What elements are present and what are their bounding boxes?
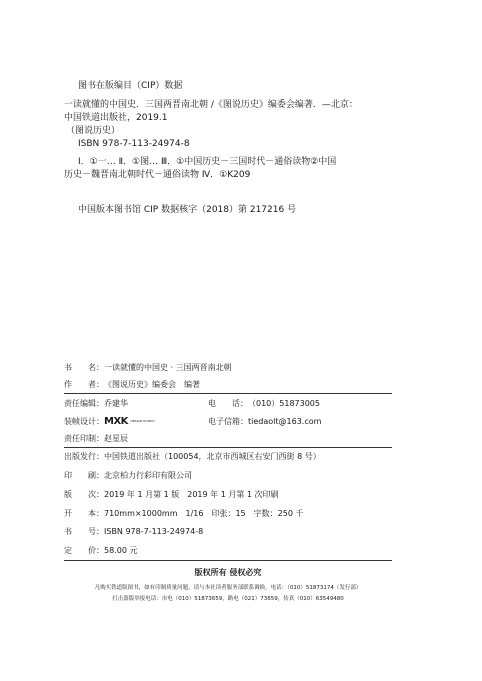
divider-2 — [64, 447, 392, 448]
publisher-row — [64, 451, 321, 462]
edition-value: 2019 年 1 月第 1 版 2019 年 1 月第 1 次印刷 — [104, 490, 279, 499]
format-value: 710mm×1000mm 1/16 印张：15 字数：250 千 — [104, 509, 304, 518]
author-row — [64, 379, 200, 390]
printer-row — [64, 470, 192, 481]
isbn-label: 书 号： — [64, 527, 104, 536]
cip-subject-2: 历史－魏晋南北朝时代－通俗读物 Ⅳ．①K209 — [64, 170, 251, 180]
cip-isbn: ISBN 978-7-113-24974-8 — [78, 139, 190, 149]
cip-subject-1: Ⅰ．①一… Ⅱ．①图… Ⅲ．①中国历史－三国时代－通俗读物②中国 — [78, 157, 337, 167]
publisher-label: 出版发行： — [64, 452, 104, 461]
notice-line-2: 打击盗版举报电话：市电（010）51873659，路电（021）73659，传真（010）63549480 — [112, 596, 344, 602]
editor-value: 乔建华 — [104, 399, 128, 408]
divider-1 — [64, 393, 392, 394]
email-label: 电子信箱： — [208, 417, 248, 426]
print-editor-label: 责任印制： — [64, 434, 104, 443]
phone-value: （010）51873005 — [248, 399, 320, 408]
cip-line-3: （图说历史） — [66, 126, 121, 136]
phone-row — [208, 398, 320, 409]
price-value: 58.00 元 — [104, 546, 138, 555]
design-label: 装帧设计： — [64, 417, 104, 426]
email-row — [208, 416, 321, 427]
cip-core-number: 中国版本图书馆 CIP 数据核字（2018）第 217216 号 — [78, 205, 297, 215]
cip-heading: 图书在版编目（CIP）数据 — [78, 81, 183, 91]
price-row — [64, 545, 137, 556]
author-value: 《图说历史》编委会 编著 — [104, 380, 200, 389]
edition-row — [64, 489, 279, 500]
format-label: 开 本： — [64, 509, 104, 518]
price-label: 定 价： — [64, 546, 104, 555]
design-studio-text: DESIGN STUDIO — [130, 419, 155, 423]
printer-label: 印 刷： — [64, 471, 104, 480]
email-value: tiedaolt@163.com — [248, 417, 322, 426]
cip-line-1: 一读就懂的中国史．三国两晋南北朝 /《图说历史》编委会编著．—北京： — [64, 100, 358, 110]
mxk-logo: MXK — [104, 416, 128, 427]
edition-label: 版 次： — [64, 490, 104, 499]
cip-line-2: 中国铁道出版社，2019.1 — [64, 113, 168, 123]
editor-row — [64, 398, 128, 409]
phone-label: 电 话： — [208, 399, 248, 408]
print-editor-row — [64, 433, 128, 444]
format-row — [64, 508, 303, 519]
title-label: 书 名： — [64, 363, 104, 372]
editor-label: 责任编辑： — [64, 399, 104, 408]
title-row — [64, 362, 232, 373]
author-label: 作 者： — [64, 380, 104, 389]
isbn-value: ISBN 978-7-113-24974-8 — [104, 527, 204, 536]
title-value: 一读就懂的中国史 · 三国两晋南北朝 — [104, 363, 232, 372]
notice-line-1: 凡购买铁道版图书，如有印制质量问题，请与本社读者服务部联系调换。电话：（010）51873174（发行部） — [94, 585, 362, 591]
publisher-value: 中国铁道出版社（100054，北京市西城区右安门西街 8 号） — [104, 452, 321, 461]
printer-value: 北京柏力行彩印有限公司 — [104, 471, 192, 480]
print-editor-value: 赵星辰 — [104, 434, 128, 443]
isbn-row — [64, 526, 203, 537]
copyright-notice: 版权所有 侵权必究 — [194, 568, 262, 577]
divider-3 — [64, 560, 392, 561]
design-row — [64, 416, 154, 427]
